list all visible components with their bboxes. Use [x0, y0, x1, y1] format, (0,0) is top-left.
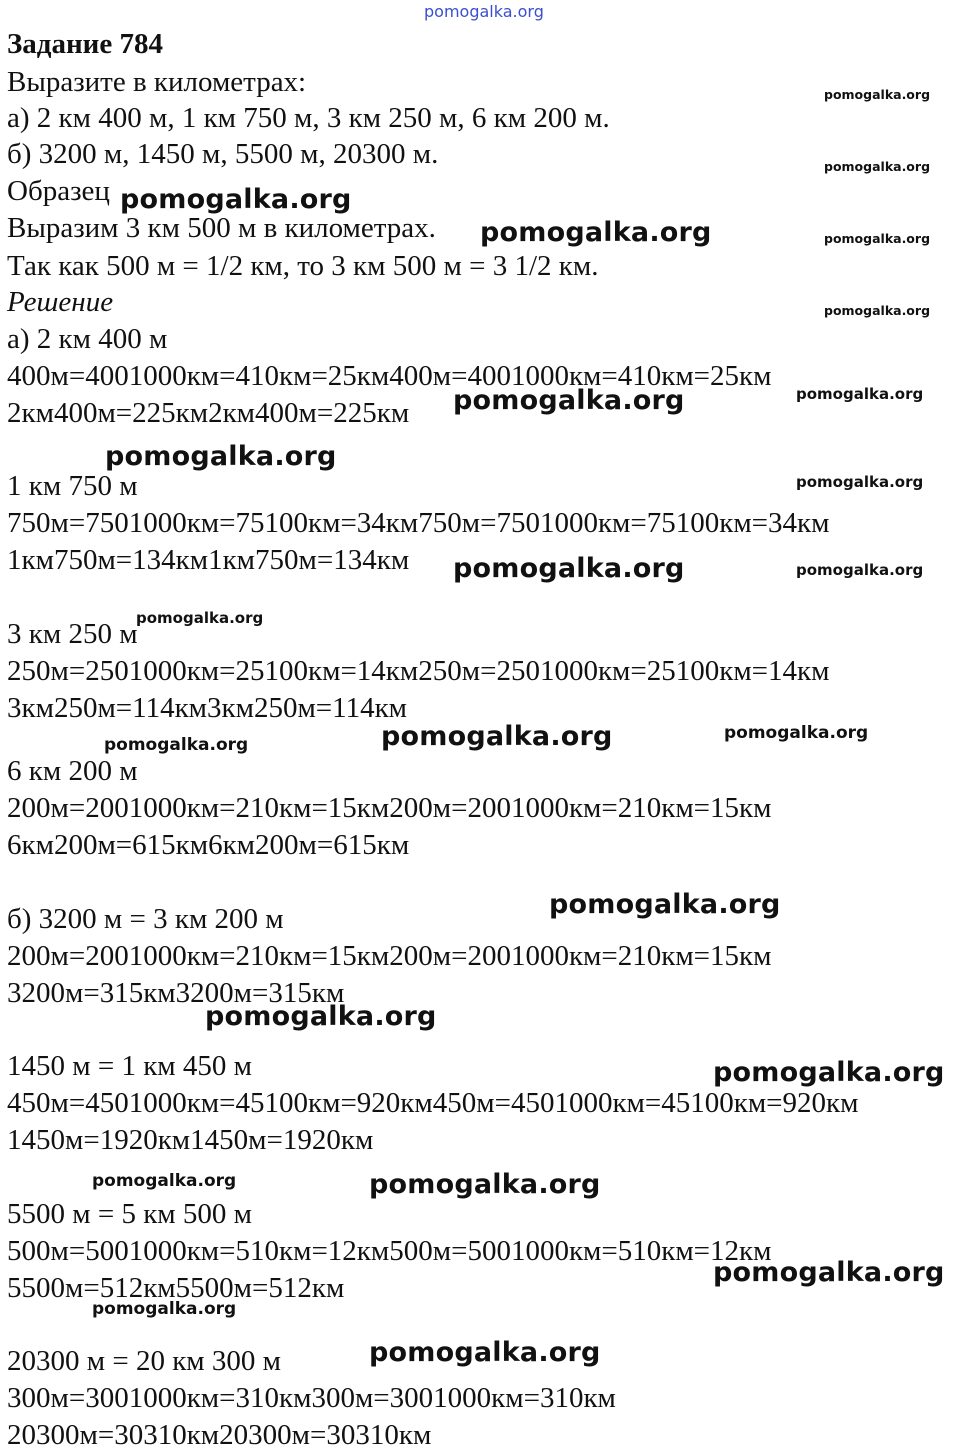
solution-a-2-step: 750м=7501000км=75100км=34км750м=7501000км=75100км=34км [7, 507, 830, 539]
watermark: pomogalka.org [136, 609, 264, 627]
watermark: pomogalka.org [369, 1169, 601, 1200]
watermark: pomogalka.org [453, 385, 685, 416]
solution-b-4-heading: 20300 м = 20 км 300 м [7, 1345, 281, 1377]
watermark: pomogalka.org [453, 553, 685, 584]
watermark: pomogalka.org [713, 1057, 945, 1088]
watermark: pomogalka.org [104, 735, 249, 755]
sample-line-1: Выразим 3 км 500 м в километрах. [7, 212, 436, 244]
sample-line-2: Так как 500 м = 1/2 км, то 3 км 500 м = 3 1/2 км. [7, 250, 599, 282]
task-part-a: а) 2 км 400 м, 1 км 750 м, 3 км 250 м, 6 км 200 м. [7, 102, 610, 134]
watermark: pomogalka.org [205, 1001, 437, 1032]
solution-b-2-step: 450м=4501000км=45100км=920км450м=4501000км=45100км=920км [7, 1087, 859, 1119]
watermark: pomogalka.org [824, 159, 931, 174]
watermark: pomogalka.org [120, 184, 352, 215]
solution-a-4-result: 6км200м=615км6км200м=615км [7, 829, 410, 861]
solution-heading: Решение [7, 286, 114, 318]
solution-a-2-result: 1км750м=134км1км750м=134км [7, 544, 410, 576]
solution-a-2-heading: 1 км 750 м [7, 470, 138, 502]
watermark: pomogalka.org [105, 441, 337, 472]
task-instruction: Выразите в километрах: [7, 66, 307, 98]
watermark: pomogalka.org [549, 889, 781, 920]
watermark: pomogalka.org [824, 303, 931, 318]
solution-b-4-step: 300м=3001000км=310км300м=3001000км=310км [7, 1382, 616, 1414]
solution-b-2-heading: 1450 м = 1 км 450 м [7, 1050, 252, 1082]
solution-b-3-result: 5500м=512км5500м=512км [7, 1272, 345, 1304]
watermark: pomogalka.org [796, 473, 924, 491]
watermark: pomogalka.org [713, 1257, 945, 1288]
solution-a-1-heading: а) 2 км 400 м [7, 323, 168, 355]
solution-a-3-heading: 3 км 250 м [7, 618, 138, 650]
watermark: pomogalka.org [92, 1299, 237, 1319]
task-part-b: б) 3200 м, 1450 м, 5500 м, 20300 м. [7, 138, 439, 170]
watermark: pomogalka.org [381, 721, 613, 752]
solution-a-3-result: 3км250м=114км3км250м=114км [7, 692, 408, 724]
watermark: pomogalka.org [724, 723, 869, 743]
solution-b-3-step: 500м=5001000км=510км=12км500м=5001000км=510км=12км [7, 1235, 772, 1267]
solution-a-1-result: 2км400м=225км2км400м=225км [7, 397, 410, 429]
solution-b-1-result: 3200м=315км3200м=315км [7, 977, 345, 1009]
watermark: pomogalka.org [369, 1337, 601, 1368]
solution-b-2-result: 1450м=1920км1450м=1920км [7, 1124, 374, 1156]
solution-b-1-step: 200м=2001000км=210км=15км200м=2001000км=210км=15км [7, 940, 772, 972]
solution-a-3-step: 250м=2501000км=25100км=14км250м=2501000км=25100км=14км [7, 655, 830, 687]
solution-b-4-result: 20300м=30310км20300м=30310км [7, 1419, 432, 1451]
watermark: pomogalka.org [824, 231, 931, 246]
watermark-top: pomogalka.org [424, 2, 544, 21]
watermark: pomogalka.org [796, 561, 924, 579]
solution-a-4-step: 200м=2001000км=210км=15км200м=2001000км=210км=15км [7, 792, 772, 824]
task-title: Задание 784 [7, 28, 164, 60]
sample-heading: Образец [7, 175, 110, 207]
solution-a-4-heading: 6 км 200 м [7, 755, 138, 787]
watermark: pomogalka.org [480, 217, 712, 248]
watermark: pomogalka.org [824, 87, 931, 102]
watermark: pomogalka.org [92, 1171, 237, 1191]
solution-b-3-heading: 5500 м = 5 км 500 м [7, 1198, 252, 1230]
solution-a-1-step: 400м=4001000км=410км=25км400м=4001000км=410км=25км [7, 360, 772, 392]
solution-b-1-heading: б) 3200 м = 3 км 200 м [7, 903, 284, 935]
watermark: pomogalka.org [796, 385, 924, 403]
